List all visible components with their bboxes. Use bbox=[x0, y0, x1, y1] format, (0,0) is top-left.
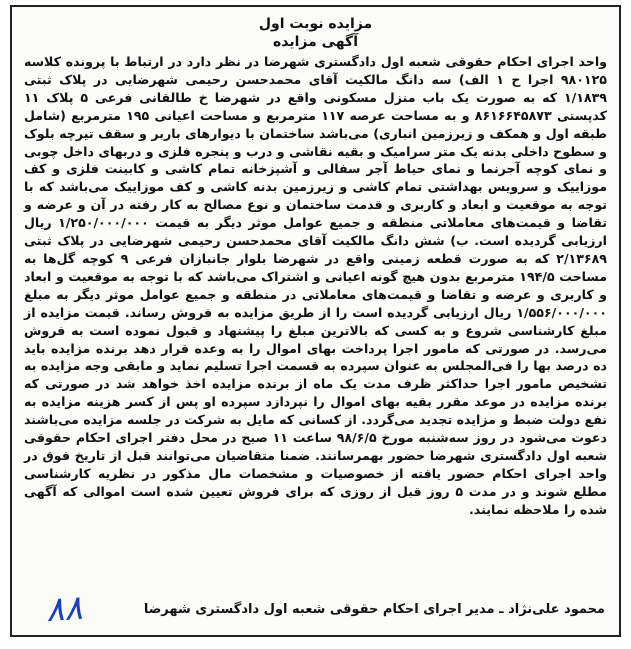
notice-footer bbox=[12, 589, 619, 629]
notice-round-title: مزایده نوبت اول bbox=[258, 16, 373, 32]
auction-notice bbox=[10, 5, 621, 637]
notice-header bbox=[12, 15, 619, 51]
notice-body: واحد اجرای احکام حقوقی شعبه اول دادگستری شهرضا در نظر دارد در ارتباط با پرونده کلاسه ۹۸۰۱۲۵ اجرا ح ۱ الف) سه دانگ مالکیت آقای محمدحسن رحیمی شهرضایی در پلاک ثبتی ۱/۱۸۳۹ که به صورت یک باب منزل مسکونی واقع در شهرضا خ طالقانی فرعی ۵ پلاک ۱۱ کدپستی ۸۶۱۶۶۴۵۸۷۳ و به مساحت عرصه ۱۱۷ مترمربع و مساحت اعیانی ۱۹۵ مترمربع (شامل طبقه اول و همکف و زیرزمین انباری) می‌باشد ساختمان با دیوارهای باربر و سقف تیرچه بلوک و سطوح داخلی بدنه یک متر سرامیک و بقیه نقاشی و درب و پنجره فلزی و دربهای داخل چوبی و نمای کوچه آجرنما و نمای حیاط آجر سفالی و آشپزخانه تمام کاشی و کابینت فلزی و کف موزاییک و سرویس بهداشتی تمام کاشی و زیرزمین بدنه کاشی و کف موزاییک می‌باشد که با توجه به موقعیت و ابعاد و کاربری و قدمت ساختمان و نوع مصالح به کار رفته در آن و عرضه و تقاضا و قیمت‌های معاملاتی منطقه و جمیع عوامل موثر دیگر به قیمت ۱/۲۵۰/۰۰۰/۰۰۰ ریال ارزیابی گردیده است. ب) شش دانگ مالکیت آقای محمدحسن رحیمی شهرضایی در پلاک ثبتی ۲/۱۳۶۸۹ که به صورت قطعه زمینی واقع در شهرضا بلوار جانبازان فرعی ۹ کوچه گل‌ها به مساحت ۱۹۴/۵ مترمربع بدون هیچ گونه اعیانی و اشتراک می‌باشد که با توجه به موقعیت و ابعاد و کاربری و عرضه و تقاضا و قیمت‌های معاملاتی در منطقه و جمیع عوامل موثر دیگر به مبلغ ۱/۵۵۶/۰۰۰/۰۰۰ ریال ارزیابی گردیده است را از طریق مزایده به فروش رساند. قیمت مزایده از مبلغ کارشناسی شروع و به کسی که بالاترین مبلغ را پیشنهاد و قبول نموده است به فروش می‌رسد. در صورتی که مامور اجرا پرداخت بهای اموال را به وعده قرار دهد برنده مزایده باید ده درصد بها را فی‌المجلس به عنوان سپرده به قسمت اجرا تسلیم نماید و مابقی وجه مزایده به تشخیص مامور اجرا حداکثر ظرف مدت یک ماه از برنده مزایده اخذ خواهد شد در صورتی که برنده مزایده در موعد مقرر بقیه بهای اموال را نپردازد سپرده او پس از کسر هزینه مزایده به نفع دولت ضبط و مزایده تجدید می‌گردد. از کسانی که مایل به شرکت در جلسه مزایده می‌باشند دعوت می‌شود در روز سه‌شنبه مورخ ۹۸/۶/۵ ساعت ۱۱ صبح در محل دفتر اجرای احکام حقوقی شعبه اول دادگستری شهرضا حضور بهمرسانند. ضمنا متقاضیان می‌توانند قبل از تاریخ فوق در واحد اجرای احکام حضور یافته از خصوصیات و مشخصات مال مذکور در نظریه کارشناسی مطلع شوند و در مدت ۵ روز قبل از روزی که برای فروش تعیین شده است اموالی که آگهی شده را ملاحظه نمایند. bbox=[24, 54, 607, 517]
signature-line: محمود علی‌نژاد ـ مدیر اجرای احکام حقوقی شعبه اول دادگستری شهرضا bbox=[143, 601, 605, 617]
handwritten-number: ۸۸ bbox=[44, 587, 84, 631]
notice-title: آگهی مزایده bbox=[272, 34, 358, 50]
